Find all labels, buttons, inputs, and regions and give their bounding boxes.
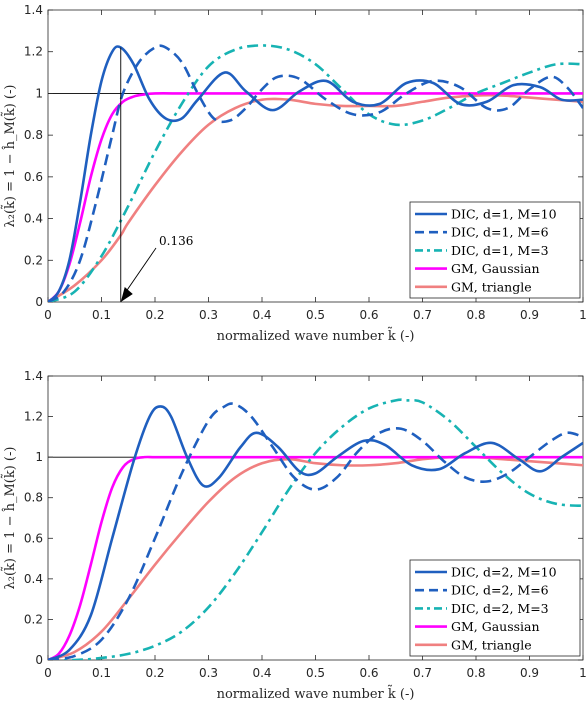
y-tick-label: 1	[35, 450, 43, 465]
legend-label-2: DIC, d=2, M=6	[451, 582, 549, 598]
legend-label-3: DIC, d=1, M=3	[451, 242, 549, 258]
y-tick-label: 0	[35, 295, 43, 309]
y-tick-label: 1.2	[23, 409, 43, 424]
y-tick-label: 0.8	[23, 490, 43, 505]
x-tick-label: 0	[44, 666, 52, 680]
y-tick-label: 1.2	[23, 44, 43, 59]
y-tick-label: 1	[35, 86, 43, 101]
y-tick-label: 0.8	[23, 128, 43, 143]
x-tick-label: 0.4	[252, 666, 272, 680]
x-tick-label: 0.8	[466, 666, 486, 680]
x-tick-label: 0.9	[519, 666, 540, 680]
x-tick-label: 0.3	[198, 666, 219, 680]
y-axis-label: λ₂(k̃) = 1 − ĥ_M(k̃) (-)	[3, 446, 18, 590]
x-tick-label: 0.7	[412, 308, 433, 322]
x-tick-label: 0.3	[198, 308, 219, 322]
legend-label-1: DIC, d=1, M=10	[451, 206, 557, 222]
x-tick-label: 0.9	[519, 308, 540, 322]
chart-panel-2	[1, 369, 587, 702]
x-tick-label: 0.7	[412, 666, 433, 680]
legend	[410, 560, 580, 656]
legend-label-4: GM, Gaussian	[451, 261, 540, 277]
legend	[410, 202, 580, 298]
x-tick-label: 0.4	[252, 308, 272, 322]
y-tick-label: 0.4	[23, 211, 43, 226]
y-tick-label: 0.2	[23, 253, 43, 268]
x-tick-label: 0	[44, 308, 52, 322]
legend-label-2: DIC, d=1, M=6	[451, 224, 549, 240]
y-tick-label: 1.4	[23, 3, 43, 17]
x-tick-label: 0.1	[91, 308, 112, 322]
x-tick-label: 0.6	[359, 308, 379, 322]
y-tick-label: 0.6	[23, 169, 43, 184]
x-tick-label: 1	[579, 666, 587, 680]
y-axis-label: λ₂(k̃) = 1 − ĥ_M(k̃) (-)	[3, 84, 18, 228]
y-tick-label: 0.6	[23, 531, 43, 546]
legend-label-5: GM, triangle	[451, 637, 532, 653]
x-tick-label: 0.5	[305, 666, 326, 680]
y-tick-label: 0.4	[23, 571, 43, 586]
x-tick-label: 1	[579, 308, 587, 322]
legend-label-1: DIC, d=2, M=10	[451, 564, 557, 580]
x-tick-label: 0.1	[91, 666, 112, 680]
y-tick-label: 1.4	[23, 369, 43, 383]
legend-label-4: GM, Gaussian	[451, 619, 540, 635]
legend-label-3: DIC, d=2, M=3	[451, 600, 549, 616]
legend-label-5: GM, triangle	[451, 279, 532, 295]
x-tick-label: 0.6	[359, 666, 379, 680]
y-tick-label: 0	[35, 653, 43, 667]
y-tick-label: 0.2	[23, 612, 43, 627]
x-tick-label: 0.2	[145, 308, 165, 322]
x-axis-label: normalized wave number k̃ (-)	[216, 329, 415, 344]
x-axis-label: normalized wave number k̃ (-)	[216, 687, 415, 702]
annotation-label: 0.136	[159, 234, 194, 248]
x-tick-label: 0.8	[466, 308, 486, 322]
x-tick-label: 0.5	[305, 308, 326, 322]
x-tick-label: 0.2	[145, 666, 165, 680]
chart-panel-1	[1, 3, 587, 344]
